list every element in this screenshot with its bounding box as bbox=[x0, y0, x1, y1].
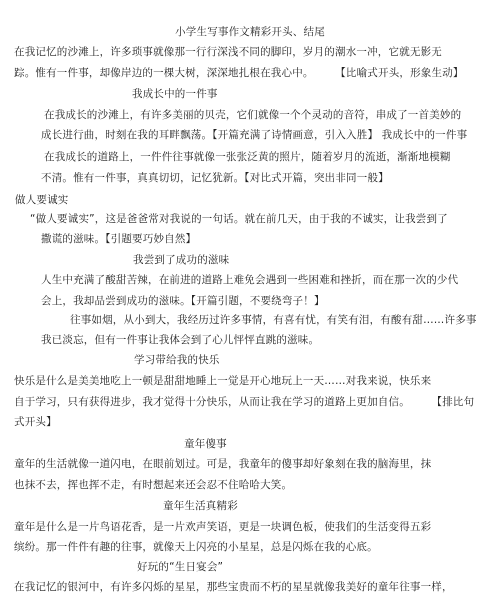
paragraph-line: 撒谎的滋味。【引题要巧妙自然】 bbox=[41, 233, 197, 245]
paragraph-line: 人生中充满了酸甜苦辣，在前进的道路上难免会遇到一些困难和挫折，而在那一次的少代 bbox=[41, 274, 459, 286]
paragraph-line: 踪。惟有一件事，却像岸边的一棵大树，深深地扎根在我心中。 【比喻式开头，形象生动】 bbox=[14, 67, 464, 79]
paragraph-line: “做人要诚实”，这是爸爸常对我说的一句话。就在前几天，由于我的不诚实，让我尝到了 bbox=[30, 213, 448, 225]
paragraph-line: 式开头】 bbox=[14, 416, 57, 428]
section-heading: 学习带给我的快乐 bbox=[134, 354, 220, 366]
paragraph-line: 在我记忆的沙滩上，许多琐事就像那一行行深浅不同的脚印，岁月的潮水一冲，它就无影无 bbox=[14, 46, 442, 58]
paragraph-line: 童年是什么是一片鸟语花香，是一片欢声笑语，更是一块调色板，使我们的生活变得五彩 bbox=[14, 521, 432, 533]
paragraph-line: 自于学习，只有获得进步，我才觉得十分快乐，从而让我在学习的道路上更加自信。 【排比句 bbox=[14, 396, 475, 408]
document-title: 小学生写事作文精彩开头、结尾 bbox=[175, 26, 325, 38]
paragraph-line: 成长进行曲，时刻在我的耳畔飘荡。【开篇充满了诗情画意，引入入胜】 我成长中的一件事 bbox=[41, 129, 468, 141]
paragraph-line: 会上，我却品尝到成功的滋味。【开篇引题，不要绕弯子！】 bbox=[41, 295, 325, 307]
section-heading: 我尝到了成功的滋味 bbox=[133, 254, 230, 266]
paragraph-line: 我已淡忘，但有一件事让我体会到了心儿怦怦直跳的滋味。 bbox=[41, 334, 320, 346]
section-heading: 好玩的“生日宴会” bbox=[137, 561, 224, 573]
section-heading: 做人要诚实 bbox=[15, 194, 69, 206]
paragraph-line: 缤纷。那一件件有趣的往事，就像天上闪亮的小星星，总是闪烁在我的心底。 bbox=[14, 541, 378, 553]
section-heading: 童年生活真精彩 bbox=[163, 500, 238, 512]
paragraph-line: 在我成长的沙滩上，有许多美丽的贝壳，它们就像一个个灵动的音符，串成了一首美妙的 bbox=[44, 109, 462, 121]
paragraph-line: 在我记忆的银河中，有许多闪烁的星星，那些宝贵而不朽的星星就像我美好的童年往事一样， bbox=[14, 581, 453, 593]
paragraph-line: 不清。惟有一件事，真真切切，记忆犹新。【对比式开篇，突出非同一般】 bbox=[41, 172, 389, 184]
section-heading: 我成长中的一件事 bbox=[132, 88, 218, 100]
paragraph-line: 在我成长的道路上，一件件往事就像一张张泛黄的照片，随着岁月的流逝，渐渐地模糊 bbox=[44, 151, 451, 163]
paragraph-line: 往事如烟，从小到大，我经历过许多事情，有喜有忧，有笑有泪，有酸有甜……许多事 bbox=[70, 314, 477, 326]
paragraph-line: 也抹不去，挥也挥不走，有时想起来还会忍不住哈哈大笑。 bbox=[14, 479, 293, 491]
section-heading: 童年傻事 bbox=[184, 438, 227, 450]
paragraph-line: 快乐是什么是美美地吃上一顿是甜甜地睡上一觉是开心地玩上一天……对我来说，快乐来 bbox=[14, 375, 432, 387]
paragraph-line: 童年的生活就像一道闪电，在眼前划过。可是，我童年的傻事却好象刻在我的脑海里，抹 bbox=[14, 458, 432, 470]
